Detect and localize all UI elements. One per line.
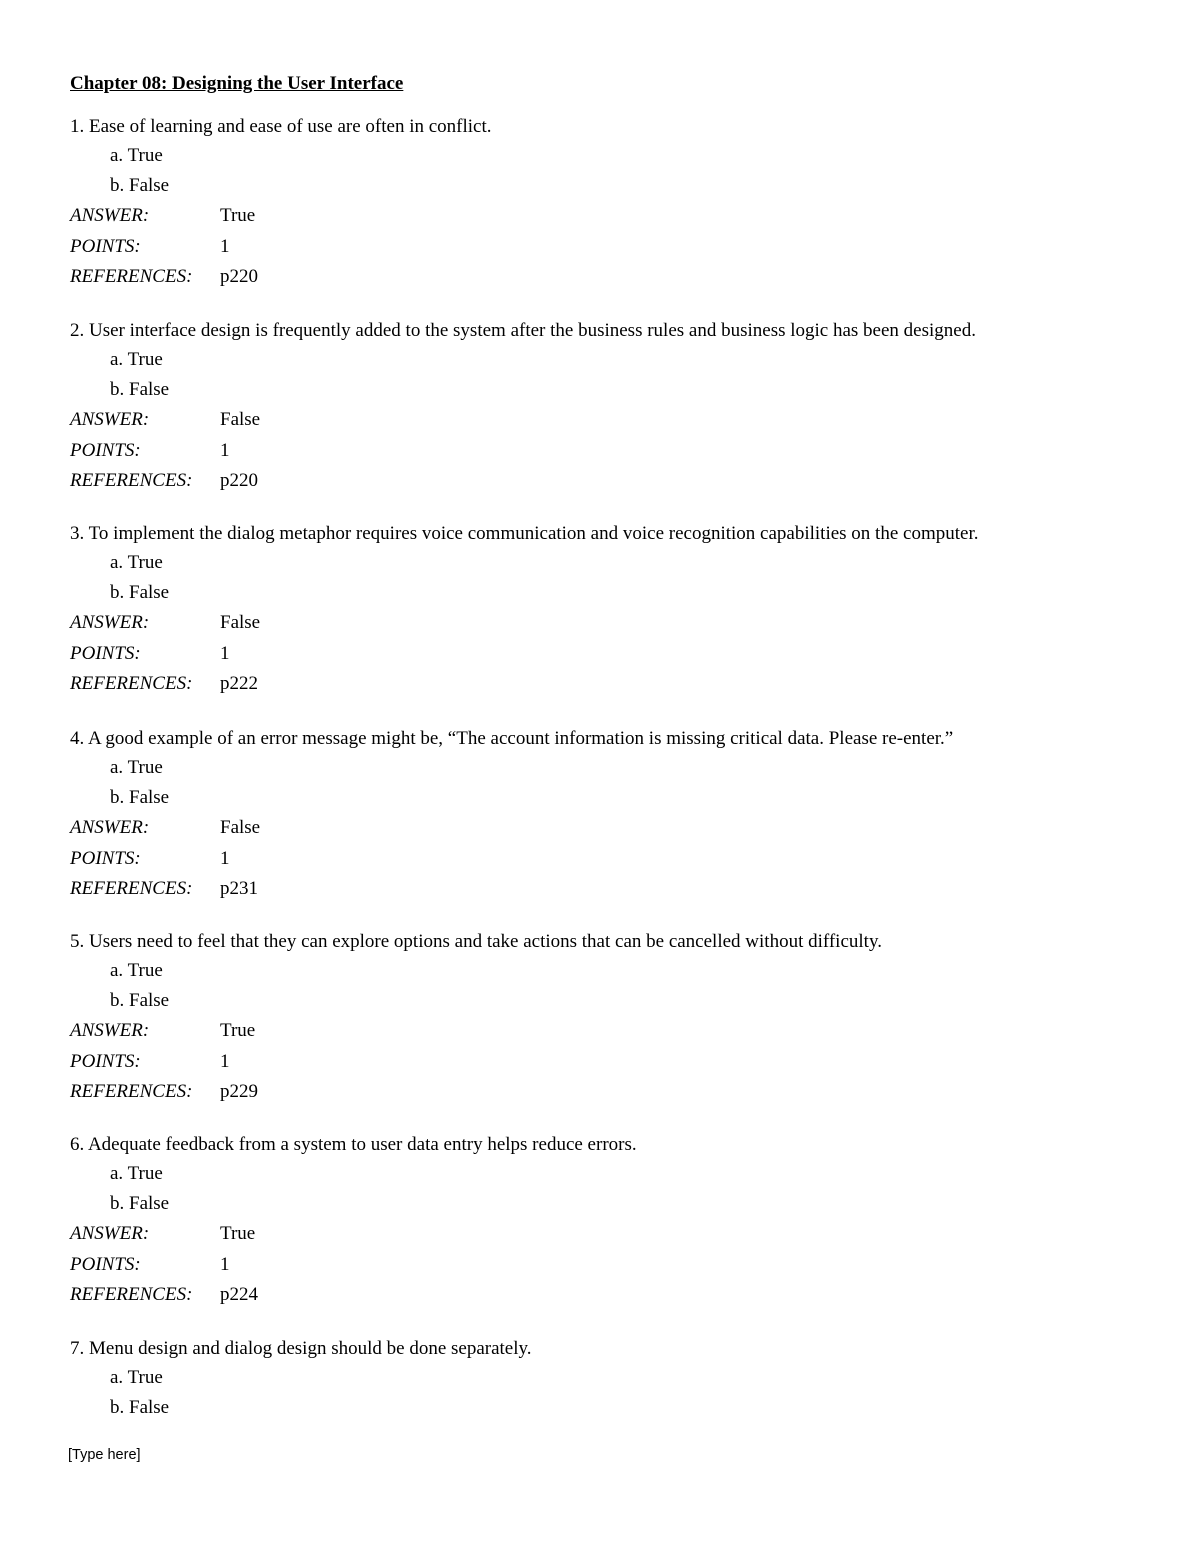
points-row <box>70 639 1150 670</box>
references-row <box>70 262 1150 293</box>
answer-label: ANSWER: <box>70 817 150 838</box>
references-value: p224 <box>220 1284 258 1305</box>
references-value: p229 <box>220 1081 258 1102</box>
points-value: 1 <box>220 1050 230 1072</box>
option-false: b. False <box>110 582 170 603</box>
question-item <box>70 1131 1150 1311</box>
points-value: 1 <box>220 847 230 869</box>
answer-label: ANSWER: <box>70 1223 150 1244</box>
option-false: b. False <box>110 175 170 196</box>
references-label: REFERENCES: <box>70 1284 193 1305</box>
points-row <box>70 436 1150 467</box>
points-value: 1 <box>220 439 230 461</box>
question-item <box>70 520 1150 700</box>
answer-value: True <box>220 205 256 226</box>
question-item <box>70 928 1150 1108</box>
question-item <box>70 113 1150 293</box>
question-text: 6. Adequate feedback from a system to user data entry helps reduce errors. <box>70 1134 637 1155</box>
points-row <box>70 844 1150 875</box>
references-row <box>70 466 1150 497</box>
points-label: POINTS: <box>70 439 141 461</box>
answer-label: ANSWER: <box>70 1020 150 1041</box>
option-false: b. False <box>110 379 170 400</box>
option-true: a. True <box>110 145 163 166</box>
points-row <box>70 1250 1150 1281</box>
points-label: POINTS: <box>70 642 141 664</box>
references-value: p231 <box>220 878 258 899</box>
answer-label: ANSWER: <box>70 409 150 430</box>
question-text: 4. A good example of an error message might be, “The account information is missing critical data. Please re-enter.” <box>70 728 954 749</box>
question-item <box>70 1335 1150 1423</box>
references-row <box>70 1280 1150 1311</box>
answer-value: True <box>220 1020 256 1041</box>
option-true: a. True <box>110 960 163 981</box>
question-text: 3. To implement the dialog metaphor requires voice communication and voice recognition capabilities on the computer. <box>70 523 979 544</box>
references-value: p220 <box>220 470 258 491</box>
page-title: Chapter 08: Designing the User Interface <box>70 73 404 94</box>
question-text: 2. User interface design is frequently added to the system after the business rules and business logic has been designed. <box>70 320 976 341</box>
references-value: p222 <box>220 673 258 694</box>
question-text: 1. Ease of learning and ease of use are often in conflict. <box>70 116 492 137</box>
references-label: REFERENCES: <box>70 878 193 899</box>
points-label: POINTS: <box>70 235 141 257</box>
points-label: POINTS: <box>70 847 141 869</box>
points-value: 1 <box>220 1253 230 1275</box>
references-label: REFERENCES: <box>70 1081 193 1102</box>
answer-row <box>70 1016 1150 1047</box>
points-label: POINTS: <box>70 1050 141 1072</box>
references-row <box>70 1077 1150 1108</box>
answer-value: False <box>220 612 261 633</box>
question-item <box>70 317 1150 497</box>
answer-value: False <box>220 817 261 838</box>
option-false: b. False <box>110 1193 170 1214</box>
points-label: POINTS: <box>70 1253 141 1275</box>
answer-label: ANSWER: <box>70 612 150 633</box>
page-footer[interactable]: [Type here] <box>68 1447 141 1463</box>
references-row <box>70 669 1150 700</box>
points-row <box>70 232 1150 263</box>
points-value: 1 <box>220 235 230 257</box>
references-label: REFERENCES: <box>70 470 193 491</box>
references-label: REFERENCES: <box>70 266 193 287</box>
answer-value: True <box>220 1223 256 1244</box>
answer-value: False <box>220 409 261 430</box>
option-true: a. True <box>110 757 163 778</box>
option-false: b. False <box>110 787 170 808</box>
points-row <box>70 1047 1150 1078</box>
answer-row <box>70 813 1150 844</box>
question-item <box>70 725 1150 905</box>
answer-row <box>70 405 1150 436</box>
answer-row <box>70 1219 1150 1250</box>
references-label: REFERENCES: <box>70 673 193 694</box>
option-true: a. True <box>110 1163 163 1184</box>
option-true: a. True <box>110 349 163 370</box>
answer-row <box>70 608 1150 639</box>
points-value: 1 <box>220 642 230 664</box>
references-row <box>70 874 1150 905</box>
answer-row <box>70 201 1150 232</box>
option-true: a. True <box>110 552 163 573</box>
references-value: p220 <box>220 266 258 287</box>
answer-label: ANSWER: <box>70 205 150 226</box>
question-text: 7. Menu design and dialog design should be done separately. <box>70 1338 532 1359</box>
question-text: 5. Users need to feel that they can explore options and take actions that can be cancelled without difficulty. <box>70 931 882 952</box>
option-false: b. False <box>110 1397 170 1418</box>
option-false: b. False <box>110 990 170 1011</box>
option-true: a. True <box>110 1367 163 1388</box>
